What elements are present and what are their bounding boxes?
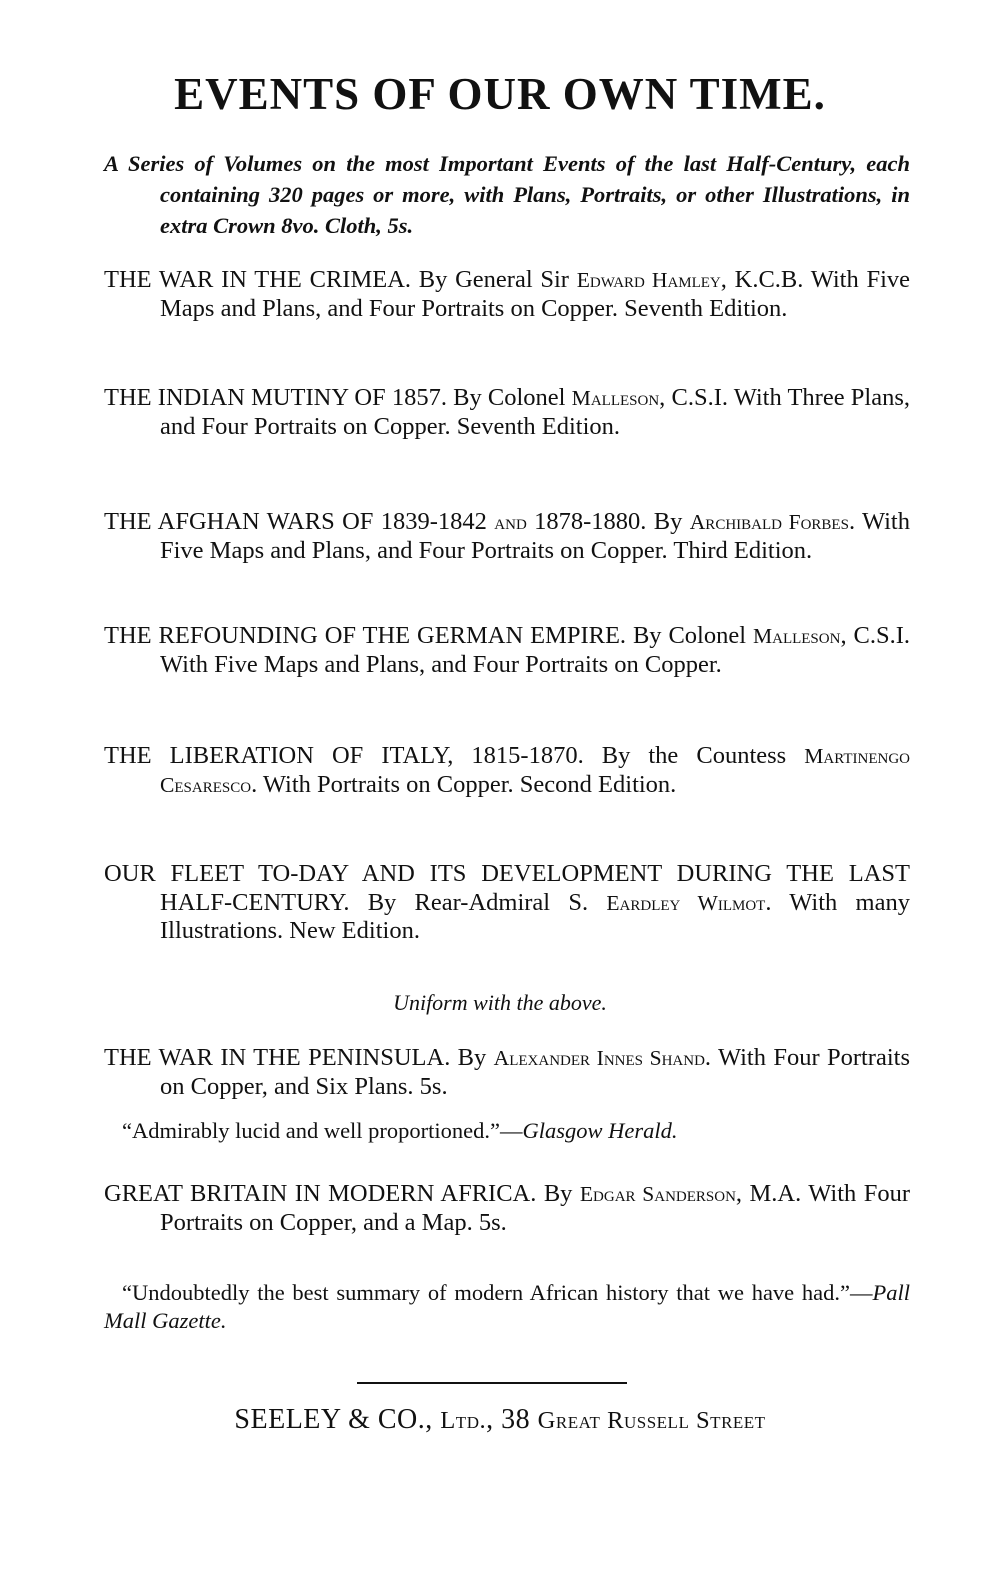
book-entry bbox=[104, 622, 910, 679]
entry-text: THE INDIAN MUTINY OF 1857. By Colonel bbox=[104, 384, 572, 411]
book-entry bbox=[104, 266, 910, 323]
entry-author: and bbox=[494, 510, 527, 534]
quote-text: “Undoubtedly the best summary of modern African history that we have had.”— bbox=[122, 1280, 873, 1305]
entry-author: Malleson bbox=[752, 624, 841, 648]
book-entry bbox=[104, 1044, 910, 1101]
entry-text: THE WAR IN THE PENINSULA. By bbox=[104, 1044, 494, 1071]
book-entry bbox=[104, 384, 910, 441]
entry-text: , M.A. With Four Portraits on Copper, and a Map. 5s. bbox=[160, 1180, 910, 1236]
entry-text: 1878-1880. By bbox=[526, 508, 690, 535]
book-entry bbox=[104, 1180, 910, 1237]
entry-text: GREAT BRITAIN IN MODERN AFRICA. By bbox=[104, 1180, 580, 1207]
entry-author: Edgar Sanderson bbox=[579, 1182, 736, 1206]
address-number: , 38 bbox=[486, 1404, 538, 1435]
entry-author: Edward Hamley bbox=[576, 268, 721, 292]
page-title: EVENTS OF OUR OWN TIME. bbox=[174, 69, 826, 119]
entry-text: . With many Illustrations. New Edition. bbox=[160, 888, 910, 944]
entry-author: Archibald Forbes bbox=[689, 510, 849, 534]
entry-text: THE AFGHAN WARS OF 1839-1842 bbox=[104, 508, 495, 535]
publisher-ltd: Ltd. bbox=[440, 1407, 487, 1434]
entry-text: . With Portraits on Copper. Second Edition. bbox=[251, 770, 677, 798]
entry-text: , K.C.B. With Five Maps and Plans, and Four Portraits on Copper. Seventh Edition. bbox=[160, 266, 911, 322]
entry-text: OUR FLEET TO-DAY AND ITS DEVELOPMENT DURING THE LAST HALF-CENTURY. By Rear-Admiral S. bbox=[104, 860, 910, 916]
series-description: A Series of Volumes on the most Important Events of the last Half-Century, each containing 320 pages or more, with Plans, Portraits, or other Illustrations, in extra Crown 8vo. Cloth, 5s. bbox=[104, 151, 910, 238]
uniform-note: Uniform with the above. bbox=[393, 990, 607, 1015]
entry-text: , C.S.I. With Three Plans, and Four Portraits on Copper. Seventh Edition. bbox=[160, 384, 910, 440]
book-entry bbox=[104, 860, 910, 946]
entry-author: Alexander Innes Shand bbox=[493, 1046, 705, 1070]
entry-text: . With Four Portraits on Copper, and Six Plans. 5s. bbox=[160, 1044, 910, 1100]
entry-text: . With Five Maps and Plans, and Four Portraits on Copper. Third Edition. bbox=[160, 508, 910, 564]
publisher-imprint bbox=[0, 1404, 1000, 1436]
press-quote bbox=[122, 1117, 678, 1145]
quote-source: Pall Mall Gazette. bbox=[104, 1280, 910, 1333]
press-quote bbox=[104, 1279, 910, 1335]
quote-text: “Admirably lucid and well proportioned.”— bbox=[122, 1118, 523, 1143]
quote-source: Glasgow Herald. bbox=[522, 1118, 678, 1143]
entry-text: , C.S.I. With Five Maps and Plans, and Four Portraits on Copper. bbox=[160, 622, 910, 678]
publisher-name: SEELEY & CO., bbox=[234, 1404, 441, 1435]
entry-text: THE WAR IN THE CRIMEA. By General Sir bbox=[104, 266, 577, 293]
divider-rule bbox=[357, 1382, 627, 1384]
entry-author: Malleson bbox=[571, 386, 660, 410]
entry-author: Martinengo Cesaresco bbox=[160, 744, 910, 797]
entry-text: THE LIBERATION OF ITALY, 1815-1870. By the Countess bbox=[104, 742, 805, 769]
book-entry bbox=[104, 742, 910, 799]
entry-author: Eardley Wilmot bbox=[606, 890, 766, 915]
book-entry bbox=[104, 508, 910, 565]
address-street: Great Russell Street bbox=[537, 1407, 766, 1434]
entry-text: THE REFOUNDING OF THE GERMAN EMPIRE. By Colonel bbox=[104, 622, 753, 649]
